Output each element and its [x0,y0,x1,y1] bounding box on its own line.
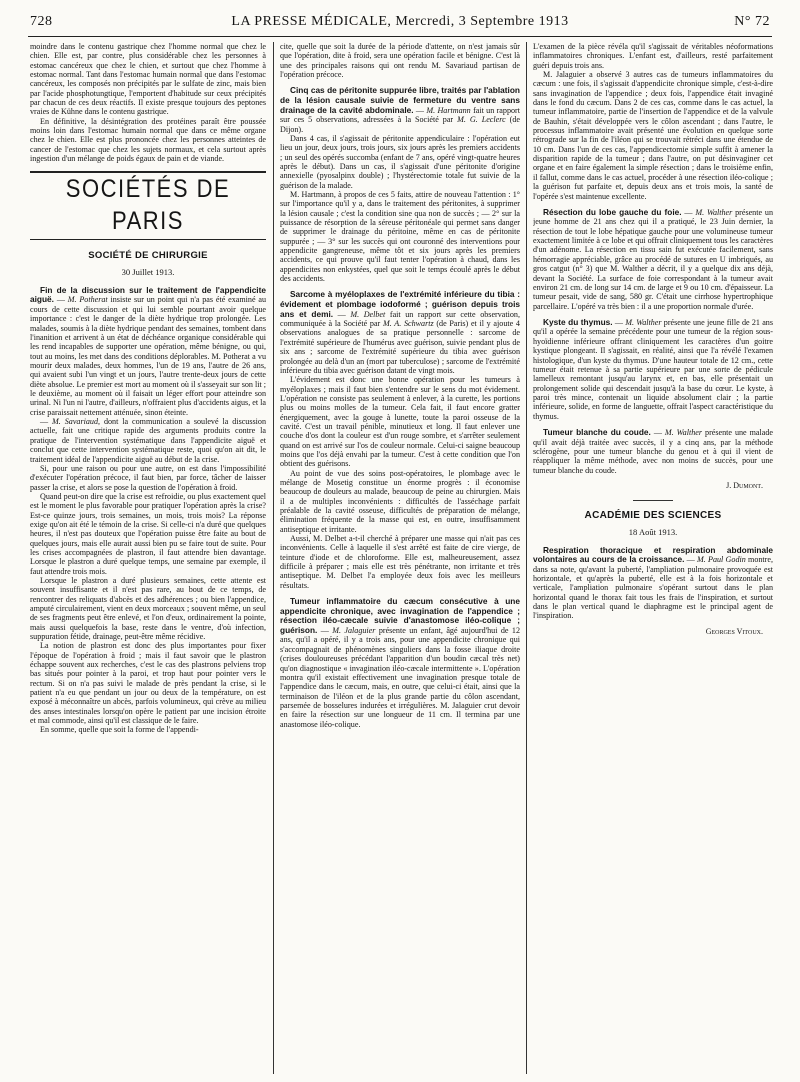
paragraph: moindre dans le contenu gastrique chez l'homme normal que chez le chien. Elle est, par contre, plus considérable chez les personnes à estomac cancéreux que chez le chien, et surtout que chez l'homme à estomac normal. Tant dans l'estomac humain normal que dans l'estomac cancéreux, les composés non précipités par le sulfate de zinc, mais bien par l'acide phosphotungtique, l'emportent d'habitude sur ceux précipités par chacun de ces deux réactifs. Il existe presque toujours des peptones vraies de Kühne dans le contenu gastrique. [30,42,266,117]
article: Sarcome à myéloplaxes de l'extrémité inférieure du tibia : évidement et plombage iodoformé ; guérison depuis trois ans et demi. — M. Delbet fait un rapport sur cette observation, communiquée à la Société par M. A. Schwartz (de Paris) et il y ajoute 4 observations analogues de sa pratique personnelle : sarcome de l'extrémité supérieure de l'humérus avec guérison, suivie pendant plus de six ans ; sarcome de l'extrémité supérieure du tibia avec guérison prolongée au delà d'un an (mort par tuberculose) ; sarcome de l'extrémité inférieure du tibia avec guérison datant de vingt mois. [280,289,520,375]
article-text: montre, dans sa note, qu'avant la puberté, l'ampliation pulmonaire provoquée est horizontale, et qu'après la puberté, elle est à la fois horizontale et verticale, l'ampliation pulmonaire s'opérant surtout dans le plan horizontal quand le thorax fait tous les frais de l'inspiration, et surtout dans le plan vertical quand le diaphragme est le principal agent de l'inspiration. [533,555,773,621]
author: M. Paul Godin [697,555,746,565]
section-title: ACADÉMIE DES SCIENCES [584,510,722,522]
article-title: Tumeur blanche du coude. [543,426,651,437]
paragraph: Lorsque le plastron a duré plusieurs semaines, cette attente est souvent insuffisante et il n'est pas rare, au bout de ce temps, de rencontrer des reliquats d'abcès et des adhérences ; ou bien l'appendice, amputé circulairement, vient en deux morceaux ; souvent même, un seul de ses fragments peut être enlevé, et l'on d'eux, ordinairement la pointe, mais aussi quelquefois la base, reste dans le ventre, d'où infection, suppuration fétide, drainage, peut-être même récidive. [30,575,266,642]
column-2 [280,42,520,1072]
section-rule [30,239,266,240]
article-title: Kyste du thymus. [543,316,613,327]
paragraph: La notion de plastron est donc des plus importantes pour fixer l'époque de l'opération à froid ; mais il faut savoir que le plastron échappe souvent aux recherches, c'est le cas des plastrons pelviens trop bas situés pour pointer à la paroi, et trop haut pour pointer vers le rectum. Si on n'a pas suivi le malade de près pendant la crise, si le patient n'a eu que pendant un jour ou deux de la température, on est exposé à méconnaître un abcès, parfois volumineux, qui crève au milieu des anses intestinales lorsqu'on opère le patient par une incision étroite et mal commode, ainsi qu'il est classique de le faire. [30,641,266,726]
article-text: (de Dijon). [280,115,520,134]
author: M. Jalaguier [332,625,376,635]
column-divider [526,42,527,1074]
article-title: Cinq cas de péritonite suppurée libre, traités par l'ablation de la lésion causale suivie de fermeture du ventre sans drainage de la cavité abdominale. [280,85,520,115]
article: Tumeur inflammatoire du cæcum consécutive à une appendicite chronique, avec invagination de l'appendice ; résection iléo-cæcale suivie d'anastomose iléo-colique ; guérison. — M. Jalaguier présente un enfant, âgé aujourd'hui de 12 ans, qu'il a opéré, il y a trois ans, pour une appendicite chronique qui s'accompagnait de phénomènes singuliers dans la fosse iliaque droite (crises douloureuses précédant l'apparition d'un boudin cæcal très net) qu'on diagnostique « invagination iléo-cæcale intermittente ». L'opération montra qu'il existait effectivement une invagination presque totale de l'appendice dans le cæcum, mais, en outre, que celui-ci était, ainsi que la terminaison de l'iléon et de la plus grande partie du côlon ascendant, parsemée de bosselures indurées et irrégulières. M. Jalaguier crut devoir en faire la résection sur une longueur de 11 cm. Il termina par une anastomose iléo-colique. [280,596,520,729]
article-text: présente un jeune homme de 21 ans chez qui il a pratiqué, le 23 Juin dernier, la résection de tout le lobe hépatique gauche pour une volumineuse tumeur exactement limitée à ce lobe et qui offrait cliniquement tous les caractères d'un adénome. La résection en tissu sain fut exécutée facilement, sans hémorragie appréciable, grâce au procédé de sutures en U imbriqués, au gros catgut (n° 3) que M. Walther a décrit, il y a quelque dix ans déjà, devant la Société. La surface de foie correspondant à la tumeur avait environ 21 cm. de long sur 14 cm. de large et 9 ou 10 cm. d'épaisseur. La tumeur pesait, vide de sang, 580 gr. C'était une cirrhose hypertrophique parcellaire. L'opéré va très bien : il a une proportion normale d'urée. [533,207,773,311]
paragraph: Si, pour une raison ou pour une autre, on est dans l'impossibilité d'exécuter l'opération précoce, il faut bien, par force, tâcher de laisser passer la crise, et alors se pose la question de l'opération à froid. [30,463,266,492]
signature: Georges Vitoux. [705,626,763,636]
paragraph: En définitive, la désintégration des protéines paraît être poussée moins loin dans l'estomac humain normal que dans ce même organe chez le chien. Elle est plus prononcée chez les personnes atteintes de cancer de l'estomac que chez les sujets normaux, et cela surtout après ingestion d'un mélange de poids égaux de pain et de viande. [30,116,266,164]
paragraph: L'évidement est donc une bonne opération pour les tumeurs à myéloplaxes ; mais il faut bien s'entendre sur le sens du mot évidement. L'opération ne consiste pas seulement à enlever, à la curette, les portions plus ou moins molles de la tumeur. Cela fait, il faut encore gratter énergiquement, avec la gouge à lunette, toute la paroi osseuse de la cavité. C'est un travail pénible, minutieux et long. Il faut enlever une couche d'os dont la couleur est d'un rouge sombre, et s'arrêter seulement quand on est arrivé sur l'os de couleur normale. Celui-ci saigne beaucoup moins que l'os déjà envahi par la tumeur. C'est à cette condition que l'on obtient des guérisons. [280,375,520,469]
article: Kyste du thymus. — M. Walther présente une jeune fille de 21 ans qu'il a opérée la semaine précédente pour une tumeur de la région sous-hyoïdienne inférieure offrant cliniquement les caractères d'un goitre kystique plongeant. Il s'agissait, en réalité, ainsi que l'a révélé l'examen histologique, d'un kyste du thymus. D'une hauteur totale de 12 cm., cette tumeur était retenue à sa partie supérieure par une sorte de pédicule lamelleux remontant jusqu'au larynx et, en bas, elle présentait un prolongement solide qui descendait jusqu'à la base du cœur. Le kyste, à paroi très mince, contenait un liquide absolument clair ; la partie inférieure, solide, en forme de languette, offrait l'aspect caractéristique du thymus. [533,316,773,421]
article-title: Respiration thoracique et respiration abdominale volontaires au cours de la croissance. [533,544,773,565]
session-date: 30 Juillet 1913. [121,267,175,278]
article: — M. Savariaud, dont la communication a soulevé la discussion actuelle, fait une critique rapide des arguments produits contre la pratique de l'intervention systématique dans l'appendicite aiguë et conclut que cette intervention systématique reste, quoi qu'on ait dit, le traitement idéal de l'appendicite aiguë au début de la crise. [30,417,266,464]
author: M. Hartmann [426,105,471,115]
article-text: (de Paris) et il y ajoute 4 observations analogues de sa pratique personnelle : sarcome de l'extrémité supérieure de l'humérus avec guérison, suivie pendant plus de six ans ; sarcome de l'extrémité supérieure du tibia avec guérison prolongée au delà d'un an (mort par tuberculose) ; sarcome de l'extrémité inférieure du tibia avec guérison datant de vingt mois. [280,319,520,375]
article: Résection du lobe gauche du foie. — M. Walther présente un jeune homme de 21 ans chez qui il a pratiqué, le 23 Juin dernier, la résection de tout le lobe hépatique gauche pour une volumineuse tumeur exactement limitée à ce lobe et qui offrait cliniquement tous les caractères d'un adénome. La résection en tissu sain fut exécutée facilement, sans hémorragie appréciable, grâce au procédé de sutures en U imbriqués, au gros catgut (n° 3) que M. Walther a décrit, il y a quelque dix ans déjà, devant la Société. La surface de foie correspondant à la tumeur avait environ 21 cm. de long sur 14 cm. de large et 9 ou 10 cm. d'épaisseur. La tumeur pesait, vide de sang, 580 gr. C'était une cirrhose hypertrophique parcellaire. L'opéré va très bien : il a une proportion normale d'urée. [533,206,773,311]
society-title: SOCIÉTÉ DE CHIRURGIE [88,250,208,262]
divider [633,500,673,501]
article-text: présente une jeune fille de 21 ans qu'il a opérée la semaine précédente pour une tumeur de la région sous-hyoïdienne inférieure offrant cliniquement les caractères d'un goitre kystique plongeant. Il s'agissait, en réalité, ainsi que l'a révélé l'examen histologique, d'un kyste du thymus. D'une hauteur totale de 12 cm., cette tumeur était retenue à sa partie supérieure par une sorte de pédicule lamelleux remontant jusqu'au larynx et, en bas, elle présentait un prolongement solide qui descendait jusqu'à la base du cœur. Le kyste, à paroi très mince, contenait un liquide absolument clair ; la partie inférieure, solide, en forme de languette, offrait l'aspect caractéristique du thymus. [533,317,773,421]
issue-number: N° 72 [734,14,770,29]
running-header [30,14,770,36]
session-date: 18 Août 1913. [628,527,678,538]
article-title: Sarcome à myéloplaxes de l'extrémité inférieure du tibia : évidement et plombage iodoformé ; guérison depuis trois ans et demi. [280,289,520,319]
section-title: SOCIÉTÉS DE PARIS [65,174,231,236]
paragraph: En somme, quelle que soit la forme de l'appendi- [40,725,199,735]
column-1 [30,42,266,1072]
journal-title: LA PRESSE MÉDICALE, Mercredi, 3 Septembre 1913 [231,14,569,29]
author: M. Potherat [67,295,108,305]
article: Tumeur blanche du coude. — M. Walther présente une malade qu'il avait déjà traitée avec succès, il y a cinq ans, par la méthode sclérogène, pour une tumeur blanche du genou et à qui il vient de réappliquer la même méthode, avec non moins de succès, pour une tumeur blanche du coude. [533,426,773,475]
article: Respiration thoracique et respiration abdominale volontaires au cours de la croissance. — M. Paul Godin montre, dans sa note, qu'avant la puberté, l'ampliation pulmonaire provoquée est horizontale, et qu'après la puberté, elle est à la fois horizontale et verticale, l'ampliation pulmonaire s'opérant surtout dans le plan horizontal quand le thorax fait tous les frais de l'inspiration, et surtout dans le plan vertical quand le diaphragme est le principal agent de l'inspiration. [533,544,773,621]
paragraph: M. Hartmann, à propos de ces 5 faits, attire de nouveau l'attention : 1° sur l'importance qu'il y a, dans le traitement des péritonites, à supprimer la lésion causale ; c'est la condition sine qua non de succès ; — 2° sur la puissance de résorption de la séreuse péritonéale qui permet sans danger de supprimer le drainage du péritoine, même en cas de péritonite suppurée ; — 3° sur les succès qui ont couronné des interventions pour appendicite gangreneuse, même tôt et six jours après les premiers accidents, ce qui prouve qu'il faut tenter l'opération à chaud, dans les appendicites non enkystées, quel que soit le temps écoulé après le début des accidents. [280,189,520,283]
author: M. Walther [625,317,662,327]
paragraph: Au point de vue des soins post-opératoires, le plombage avec le mélange de Mosetig constitue un énorme progrès : il économise beaucoup de douleurs au malade, beaucoup de peine au chirurgien. Mais il a de multiples inconvénients : difficultés de l'asséchage parfait préalable de la cavité osseuse, difficultés de préparation de mélange, élimination fréquente de la masse qui est, en outre, insuffisamment antiseptique et irritante. [280,468,520,534]
paragraph: cite, quelle que soit la durée de la période d'attente, on n'est jamais sûr que l'opération, dite à froid, sera une opération facile et bénigne. C'est là une des principales raisons qui ont rendu M. Savariaud partisan de l'opération précoce. [280,42,520,80]
article-title: Résection du lobe gauche du foie. [543,206,682,217]
paragraph: Dans 4 cas, il s'agissait de péritonite appendiculaire : l'opération eut lieu un jour, deux jours, trois jours, six jours après les premiers accidents ; un seul des opérés succomba (enfant de 7 ans, opéré vingt-quatre heures après le début). Dans un cas, il s'agissait d'une péritonite d'origine annexielle (pyosalpinx double) ; l'hystérectomie totale fut suivie de la guérison de la malade. [280,133,520,190]
article-text: fait un rapport sur cette observation, communiquée à la Société par [280,309,520,329]
author: M. Walther [664,427,703,437]
paragraph: L'examen de la pièce révéla qu'il s'agissait de véritables néoformations inflammatoires chroniques. L'enfant est, d'ailleurs, resté parfaitement guéri depuis trois ans. [533,42,773,70]
paragraph: Quand peut-on dire que la crise est refroidie, ou plus exactement quel est le moment le plus favorable pour pratiquer l'opération après la crise? Est-ce quinze jours, trois semaines, un mois, trois mois? La réponse exige qu'on ait été le témoin de la crise. Si celle-ci n'a duré que quelques heures, il n'est pas douteux que l'opération puisse être faite au bout de quelques jours, mais elle aurait aussi bien pu se faire tout de suite. Pour les crises accompagnées de plastron, il faut attendre bien davantage. Lorsque le plastron a duré quelque temps, une semaine par exemple, il faut attendre trois mois. [30,491,266,576]
article-text: présente un enfant, âgé aujourd'hui de 12 ans, qu'il a opéré, il y a trois ans, pour une appendicite chronique qui s'accompagnait de phénomènes singuliers dans la fosse iliaque droite (crises douloureuses précédant l'apparition d'un boudin cæcal très net) qu'on diagnostique « invagination iléo-cæcale intermittente ». L'opération montra qu'il existait effectivement une invagination presque totale de l'appendice dans le cæcum, mais, en outre, que celui-ci était, ainsi que la terminaison de l'iléon et de la plus grande partie du côlon ascendant, parsemée de bosselures indurées et irrégulières. M. Jalaguier crut devoir en faire la résection sur une longueur de 11 cm. Il termina par une anastomose iléo-colique. [280,625,520,729]
article: Cinq cas de péritonite suppurée libre, traités par l'ablation de la lésion causale suivie de fermeture du ventre sans drainage de la cavité abdominale. — M. Hartmann fait un rapport sur ces 5 observations, adressées à la Société par M. G. Leclerc (de Dijon). [280,85,520,134]
signature: J. Dumont. [726,480,763,490]
author: M. A. Schwartz [382,319,434,329]
author: M. Savariaud [52,417,98,427]
column-divider [273,42,274,1074]
paragraph: Aussi, M. Delbet a-t-il cherché à préparer une masse qui n'ait pas ces inconvénients. Celle à laquelle il s'est arrêté est faite de cire vierge, de teinture d'iode et de chloroforme. Elle est, malheureusement, assez difficile à préparer ; mais elle est très pénétrante, non irritante et très antiseptique. M. Delbet l'a employée deux fois avec les meilleurs résultats. [280,534,520,590]
author: M. Walther [695,207,733,217]
article-text: , dont la communication a soulevé la discussion actuelle, fait une critique rapide des arguments produits contre la pratique de l'intervention systématique dans l'appendicite aiguë et conclut que cette intervention systématique reste, quoi qu'on ait dit, le traitement idéal de l'appendicite aiguë au début de la crise. [30,417,266,464]
paragraph: M. Jalaguier a observé 3 autres cas de tumeurs inflammatoires du cæcum : une fois, il s'agissait d'appendicite chronique simple, c'est-à-dire sans invagination de l'appendice ; deux fois, l'appendice était invaginé dans le fond du cæcum. Dans 2 de ces cas, comme dans le cas actuel, la tumeur inflammatoire, partie de l'insertion de l'appendice et de la valvule de Bauhin, s'était développée vers le côlon ascendant ; dans l'autre, le processus inflammatoire avait présenté une évolution en quelque sorte rétrograde sur la fin de l'iléon qui se trouvait rétréci dans une étendue de 10 cm. Dans l'un de ces cas, l'appendicectomie simple suffit à amener la disparition rapide de la tumeur ; dans l'autre, on put désinvaginer cet organe et en faire également la simple résection ; dans le troisième enfin, il fallut, comme dans le cas actuel, procéder à une résection iléo-colique ; la guérison fut parfaite et, depuis deux ans et trois mois, la santé de l'opérée s'est maintenue excellente. [533,70,773,201]
author: M. Delbet [350,309,386,319]
article-text: insiste sur un point qui n'a pas été examiné au cours de cette discussion et qui lui semble pourtant avoir quelque importance : c'est le danger de la diète hydrique trop prolongée. Les malades, soumis à la diète hydrique pendant des semaines, tombent dans l'inanition et arrivent à un état de déchéance organique considérable qui les rend incapables de supporter une opération, même bénigne, ou qui, tout au moins, les met dans des conditions déplorables. M. Potherat a vu mourir deux malades, deux hommes, l'un de 19 ans, l'autre de 26 ans, qui avaient subi l'un vingt et un jours, l'autre trente-deux jours de cette diète absolue. Le premier est mort au moment où il s'asseyait sur son lit ; le deuxième, au moment où il faisait un léger effort pour atteindre son urinal. Ni l'un ni l'autre, d'ailleurs, n'offraient plus d'accidents aigus, et la crise paraissait nettement atténuée, sinon éteinte. [30,295,266,417]
article-text: fait un rapport sur ces 5 observations, adressées à la Société par [280,105,520,125]
author: M. G. Leclerc [457,115,506,125]
article-title: Tumeur inflammatoire du cæcum consécutive à une appendicite chronique, avec invagination de l'appendice ; résection iléo-cæcale suivie d'anastomose iléo-colique ; guérison. [280,596,520,635]
column-3 [533,42,773,1072]
page-number: 728 [30,14,53,29]
article-title: Fin de la discussion sur le traitement de l'appendicite aiguë. [30,284,266,305]
article-text: présente une malade qu'il avait déjà traitée avec succès, il y a cinq ans, par la méthode sclérogène, pour une tumeur blanche du genou et à qui il vient de réappliquer la même méthode, avec non moins de succès, pour une tumeur blanche du coude. [533,427,773,475]
header-rule [28,36,772,37]
article: Fin de la discussion sur le traitement de l'appendicite aiguë. — M. Potherat insiste sur un point qui n'a pas été examiné au cours de cette discussion et qui lui semble pourtant avoir quelque importance : c'est le danger de la diète hydrique trop prolongée. Les malades, soumis à la diète hydrique pendant des semaines, tombent dans l'inanition et arrivent à un état de déchéance organique considérable qui les rend incapables de supporter une opération, même bénigne, ou qui, tout au moins, les met dans des conditions déplorables. M. Potherat a vu mourir deux malades, deux hommes, l'un de 19 ans, l'autre de 26 ans, qui avaient subi l'un vingt et un jours, l'autre trente-deux jours de cette diète absolue. Le premier est mort au moment où il s'asseyait sur son lit ; le deuxième, au moment où il faisait un léger effort pour atteindre son urinal. Ni l'un ni l'autre, d'ailleurs, n'offraient plus d'accidents aigus, et la crise paraissait nettement atténuée, sinon éteinte. [30,284,266,417]
